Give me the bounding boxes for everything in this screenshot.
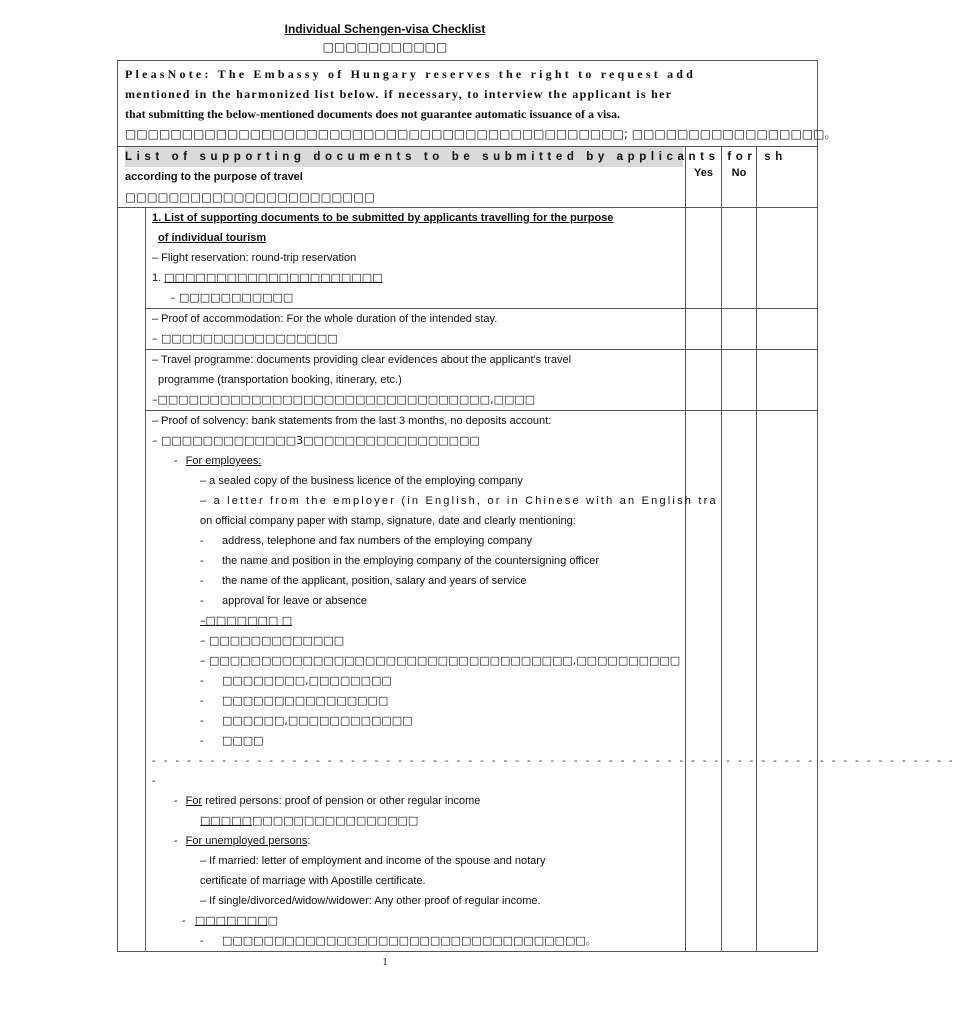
employer-letter-text-2: on official company paper with stamp, signature, date and clearly mentioning: — [200, 515, 576, 527]
list-header-row — [118, 147, 818, 208]
row-tourism — [118, 208, 818, 309]
column-yes: Yes — [686, 147, 722, 208]
list-header-spaced: List of supporting documents to be submitted by applicants for sh — [125, 147, 683, 167]
column-no: No — [722, 147, 757, 208]
single-text: – If single/divorced/widow/widower: Any other proof of regular income. — [200, 895, 541, 907]
lone-dash: - — [152, 775, 156, 787]
list-header-chinese: □□□□□□□□□□□□□□□□□□□□□□□ — [125, 190, 375, 204]
retired-prefix: For — [185, 795, 203, 807]
married-text-1: – If married: letter of employment and income of the spouse and notary — [200, 855, 546, 867]
flight-reservation-chinese-2: – □□□□□□□□□□□ — [170, 291, 294, 304]
solvency-text: – Proof of solvency: bank statements from the last 3 months, no deposits account: — [152, 415, 552, 427]
unemployed-label: For unemployed persons — [185, 835, 308, 847]
unemployed-colon: : — [307, 835, 311, 847]
retired-chinese: □□□□□□□□□□□□□□□□ — [251, 814, 419, 827]
employer-letter-chinese: – □□□□□□□□□□□□□□□□□□□□□□□□□□□□□□□□□□□,□□□□□□□□□□ — [200, 654, 681, 667]
employees-label: For employees: — [185, 455, 262, 467]
row-accommodation — [118, 309, 818, 350]
flight-reservation-chinese: □□□□□□□□□□□□□□□□□□□□□ — [164, 271, 383, 284]
accommodation-yes-checkbox[interactable] — [686, 309, 722, 350]
unemployed-label-chinese-rest: □ — [267, 914, 279, 927]
employer-item-2-chinese: □□□□□□□□□□□□□□□□ — [222, 694, 389, 707]
accommodation-chinese: – □□□□□□□□□□□□□□□□□ — [152, 332, 338, 345]
employees-label-chinese: –□□□□□□□ □ — [200, 614, 293, 627]
unemployed-label-chinese: □□□□□□□ — [194, 914, 268, 927]
employer-item-4: approval for leave or absence — [222, 595, 367, 607]
dashed-separator: - - - - - - - - - - - - - - - - - - - - - - - - - - - - - - - - - - - - - - - - - - - - - - - - - - - - - - - - - - - - - - - - - - - - - — [152, 755, 955, 767]
solvency-no-checkbox[interactable] — [722, 411, 757, 952]
accommodation-text: – Proof of accommodation: For the whole duration of the intended stay. — [152, 313, 498, 325]
employer-item-1: address, telephone and fax numbers of the employing company — [222, 535, 533, 547]
note-line-4-chinese: □□□□□□□□□□□□□□□□□□□□□□□□□□□□□□□□□□□□□□□□□□□□; □□□□□□□□□□□□□□□□□。 — [125, 127, 837, 141]
row-travel-programme — [118, 350, 818, 411]
employer-item-3-chinese: □□□□□□,□□□□□□□□□□□□ — [222, 714, 413, 727]
document-subtitle-chinese: □□□□□□□□□□□ — [322, 40, 448, 54]
tourism-no-checkbox[interactable] — [722, 208, 757, 309]
employer-item-1-chinese: □□□□□□□□,□□□□□□□□ — [222, 674, 392, 687]
tourism-yes-checkbox[interactable] — [686, 208, 722, 309]
tourism-heading-line-2: of individual tourism — [158, 232, 267, 244]
programme-chinese: –□□□□□□□□□□□□□□□□□□□□□□□□□□□□□□□□,□□□□ — [152, 393, 536, 406]
note-line-1: PleasNote: The Embassy of Hungary reserves the right to request add — [125, 67, 697, 81]
flight-cn-number: 1. — [152, 272, 162, 284]
employer-item-2: the name and position in the employing company of the countersigning officer — [222, 555, 600, 567]
retired-chinese-underlined: □□□□□ — [200, 814, 252, 827]
programme-no-checkbox[interactable] — [722, 350, 757, 411]
flight-reservation-text: – Flight reservation: round-trip reservation — [152, 252, 357, 264]
business-licence-text: – a sealed copy of the business licence of the employing company — [200, 475, 523, 487]
retired-text: retired persons: proof of pension or other regular income — [205, 795, 481, 807]
accommodation-no-checkbox[interactable] — [722, 309, 757, 350]
married-text-2: certificate of marriage with Apostille certificate. — [200, 875, 426, 887]
note-line-2: mentioned in the harmonized list below. if necessary, to interview the applicant is her — [125, 87, 673, 101]
list-header-purpose: according to the purpose of travel — [125, 171, 303, 183]
checklist-table — [117, 60, 955, 952]
unemployed-item-chinese: □□□□□□□□□□□□□□□□□□□□□□□□□□□□□□□□□□□。 — [222, 934, 597, 947]
business-licence-chinese: – □□□□□□□□□□□□□ — [200, 634, 345, 647]
programme-text-1: – Travel programme: documents providing clear evidences about the applicant's travel — [152, 354, 572, 366]
employer-item-4-chinese: □□□□ — [222, 734, 264, 747]
solvency-chinese: – □□□□□□□□□□□□□3□□□□□□□□□□□□□□□□□ — [152, 434, 480, 447]
employer-letter-text-1: – a letter from the employer (in English, or in Chinese with an English tra — [200, 495, 718, 507]
document-title: Individual Schengen-visa Checklist — [284, 22, 486, 36]
note-row — [118, 61, 818, 147]
programme-text-2: programme (transportation booking, itinerary, etc.) — [158, 374, 402, 386]
tourism-heading-line-1: 1. List of supporting documents to be submitted by applicants travelling for the purpose — [152, 212, 614, 224]
note-line-3: that submitting the below-mentioned documents does not guarantee automatic issuance of a visa. — [125, 107, 620, 121]
page-number: 1 — [382, 957, 388, 968]
employer-item-3: the name of the applicant, position, salary and years of service — [222, 575, 527, 587]
programme-yes-checkbox[interactable] — [686, 350, 722, 411]
row-solvency: – Proof of solvency: bank statements from the last 3 months, no deposits account: – □□□□□□□□□□□□□3□□□□□□□□□□□□□□□□□ - For employees: – a sealed copy of the business licence of the employing company – a letter from the employer (in English, or in Chinese with an English tra on official company paper with stamp, signature, date and clearly mentioning: - address, telephone and fax numbers of the employing company - the name and position in the employing company of the countersigning officer - the name of the applicant, position, salary and years of service - approval for leave or absence –□□□□□□□ □ – □□□□□□□□□□□□□ – □□□□□□□□□□□□□□□□□□□□□□□□□□□□□□□□□□□,□□□□□□□□□□ - □□□□□□□□,□□□□□□□□ - □□□□□□□□□□□□□□□□ - □□□□□□,□□□□□□□□□□□□ - □□□□ - - - - - - - - - - - - - - - - - - - - - - - - - - - - - - - - - - - - - - - - - - - - - - - - - - - - - - - - - - - - - - - - - - - - - - - For retired persons: proof of pension or other regular income □□□□□□□□□□□□□□□□□□□□□ - For unemployed persons: – If married: letter of employment and income of the spouse and notary certificate of marriage with Apostille certificate. – If single/divorced/widow/widower: Any other proof of regular income. - □□□□□□□□ - □□□□□□□□□□□□□□□□□□□□□□□□□□□□□□□□□□□。 — [118, 411, 818, 952]
